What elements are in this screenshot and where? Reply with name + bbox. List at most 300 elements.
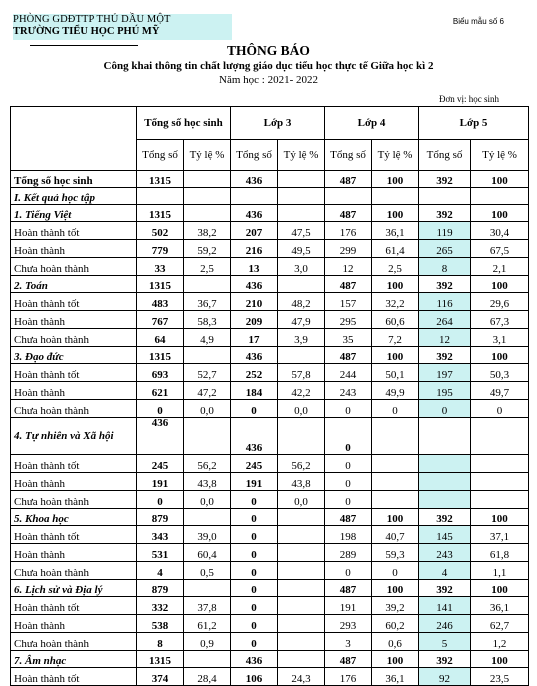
cell-value: 767 xyxy=(137,311,184,329)
cell-value xyxy=(184,276,231,293)
cell-value: 502 xyxy=(137,222,184,240)
cell-value: 0,0 xyxy=(184,491,231,509)
cell-value: 37,1 xyxy=(471,526,529,544)
cell-value xyxy=(471,491,529,509)
row-label: Hoàn thành xyxy=(11,473,137,491)
cell-value: 243 xyxy=(419,544,471,562)
row-label: Chưa hoàn thành xyxy=(11,633,137,651)
cell-value: 392 xyxy=(419,205,471,222)
cell-value: 0,0 xyxy=(184,400,231,418)
cell-value: 436 xyxy=(137,418,184,455)
cell-value: 0 xyxy=(325,455,372,473)
cell-value: 59,3 xyxy=(372,544,419,562)
cell-value: 436 xyxy=(231,347,278,364)
header-corner xyxy=(11,107,137,171)
cell-value: 207 xyxy=(231,222,278,240)
cell-value: 0 xyxy=(231,615,278,633)
cell-value: 483 xyxy=(137,293,184,311)
row-label: Hoàn thành tốt xyxy=(11,364,137,382)
cell-value: 4 xyxy=(419,562,471,580)
cell-value xyxy=(278,544,325,562)
cell-value: 58,3 xyxy=(184,311,231,329)
cell-value: 67,3 xyxy=(471,311,529,329)
cell-value: 145 xyxy=(419,526,471,544)
table-row xyxy=(11,400,529,418)
cell-value: 48,2 xyxy=(278,293,325,311)
cell-value: 0,5 xyxy=(184,562,231,580)
cell-value: 0 xyxy=(231,491,278,509)
cell-value: 49,9 xyxy=(372,382,419,400)
row-label: 7. Âm nhạc xyxy=(11,651,137,668)
row-label: Chưa hoàn thành xyxy=(11,491,137,509)
cell-value xyxy=(184,509,231,526)
cell-value xyxy=(372,491,419,509)
cell-value: 392 xyxy=(419,347,471,364)
unit-note: Đơn vị: học sinh xyxy=(438,94,499,104)
table-row xyxy=(11,668,529,686)
cell-value: 1,1 xyxy=(471,562,529,580)
cell-value: 30,4 xyxy=(471,222,529,240)
cell-value: 0,0 xyxy=(278,400,325,418)
cell-value: 299 xyxy=(325,240,372,258)
row-label: Chưa hoàn thành xyxy=(11,562,137,580)
cell-value xyxy=(278,205,325,222)
table-row xyxy=(11,364,529,382)
cell-value: 209 xyxy=(231,311,278,329)
cell-value: 0,9 xyxy=(184,633,231,651)
cell-value: 392 xyxy=(419,580,471,597)
cell-value: 216 xyxy=(231,240,278,258)
cell-value: 392 xyxy=(419,276,471,293)
school-year: Năm học : 2021- 2022 xyxy=(219,74,318,86)
cell-value: 50,1 xyxy=(372,364,419,382)
cell-value xyxy=(231,188,278,205)
row-label: Hoàn thành xyxy=(11,311,137,329)
header-grade-3: Lớp 3 xyxy=(231,107,325,140)
cell-value: 1315 xyxy=(137,171,184,188)
cell-value: 289 xyxy=(325,544,372,562)
cell-value xyxy=(278,418,325,455)
cell-value: 100 xyxy=(471,580,529,597)
table-row xyxy=(11,382,529,400)
cell-value: 1315 xyxy=(137,347,184,364)
cell-value xyxy=(184,347,231,364)
cell-value: 100 xyxy=(471,651,529,668)
cell-value: 191 xyxy=(137,473,184,491)
cell-value: 0 xyxy=(137,491,184,509)
cell-value: 191 xyxy=(325,597,372,615)
cell-value: 1,2 xyxy=(471,633,529,651)
cell-value xyxy=(372,473,419,491)
cell-value: 100 xyxy=(372,509,419,526)
cell-value: 43,8 xyxy=(278,473,325,491)
cell-value: 43,8 xyxy=(184,473,231,491)
cell-value: 244 xyxy=(325,364,372,382)
cell-value xyxy=(419,473,471,491)
subheader-percent: Tỷ lệ % xyxy=(278,140,325,171)
cell-value xyxy=(419,418,471,455)
cell-value: 36,1 xyxy=(372,222,419,240)
cell-value: 0 xyxy=(231,400,278,418)
cell-value: 2,5 xyxy=(372,258,419,276)
cell-value: 198 xyxy=(325,526,372,544)
table-row xyxy=(11,258,529,276)
row-label: 3. Đạo đức xyxy=(11,347,137,364)
cell-value: 100 xyxy=(471,347,529,364)
cell-value xyxy=(278,276,325,293)
cell-value: 49,5 xyxy=(278,240,325,258)
table-row xyxy=(11,544,529,562)
cell-value: 100 xyxy=(471,509,529,526)
cell-value: 392 xyxy=(419,651,471,668)
cell-value: 38,2 xyxy=(184,222,231,240)
table-row xyxy=(11,293,529,311)
cell-value: 0 xyxy=(231,562,278,580)
school-name: TRƯỜNG TIỂU HỌC PHÚ MỸ xyxy=(13,26,160,37)
cell-value xyxy=(325,188,372,205)
cell-value: 1315 xyxy=(137,651,184,668)
cell-value: 176 xyxy=(325,222,372,240)
cell-value: 119 xyxy=(419,222,471,240)
cell-value: 39,0 xyxy=(184,526,231,544)
cell-value: 67,5 xyxy=(471,240,529,258)
cell-value xyxy=(278,615,325,633)
cell-value: 195 xyxy=(419,382,471,400)
cell-value xyxy=(278,651,325,668)
cell-value: 59,2 xyxy=(184,240,231,258)
cell-value: 47,9 xyxy=(278,311,325,329)
cell-value: 29,6 xyxy=(471,293,529,311)
cell-value: 436 xyxy=(231,651,278,668)
cell-value: 61,2 xyxy=(184,615,231,633)
cell-value xyxy=(419,455,471,473)
cell-value: 879 xyxy=(137,580,184,597)
cell-value: 12 xyxy=(419,329,471,347)
cell-value: 100 xyxy=(372,205,419,222)
cell-value: 436 xyxy=(231,171,278,188)
table-row xyxy=(11,473,529,491)
subheader-count: Tổng số xyxy=(137,140,184,171)
cell-value: 60,6 xyxy=(372,311,419,329)
cell-value xyxy=(278,526,325,544)
cell-value: 106 xyxy=(231,668,278,686)
cell-value: 36,1 xyxy=(372,668,419,686)
cell-value: 100 xyxy=(372,651,419,668)
cell-value: 0 xyxy=(325,400,372,418)
cell-value: 3,9 xyxy=(278,329,325,347)
row-label: Chưa hoàn thành xyxy=(11,258,137,276)
row-label: Hoàn thành xyxy=(11,544,137,562)
cell-value: 12 xyxy=(325,258,372,276)
cell-value: 100 xyxy=(471,205,529,222)
cell-value xyxy=(372,455,419,473)
cell-value: 487 xyxy=(325,171,372,188)
cell-value: 487 xyxy=(325,347,372,364)
cell-value: 42,2 xyxy=(278,382,325,400)
cell-value: 13 xyxy=(231,258,278,276)
cell-value: 35 xyxy=(325,329,372,347)
subheader-percent: Tỷ lệ % xyxy=(184,140,231,171)
cell-value xyxy=(278,509,325,526)
table-row xyxy=(11,240,529,258)
cell-value xyxy=(184,205,231,222)
row-label: Hoàn thành tốt xyxy=(11,597,137,615)
table-row xyxy=(11,418,529,455)
cell-value: 487 xyxy=(325,509,372,526)
table-row xyxy=(11,329,529,347)
cell-value: 0 xyxy=(419,400,471,418)
cell-value: 7,2 xyxy=(372,329,419,347)
table-row xyxy=(11,311,529,329)
cell-value xyxy=(278,562,325,580)
cell-value: 332 xyxy=(137,597,184,615)
cell-value: 62,7 xyxy=(471,615,529,633)
cell-value: 36,1 xyxy=(471,597,529,615)
cell-value: 210 xyxy=(231,293,278,311)
cell-value: 0 xyxy=(325,418,372,455)
table-row xyxy=(11,526,529,544)
row-label: Hoàn thành xyxy=(11,240,137,258)
cell-value: 245 xyxy=(137,455,184,473)
cell-value: 49,7 xyxy=(471,382,529,400)
cell-value: 32,2 xyxy=(372,293,419,311)
table-row xyxy=(11,188,529,205)
cell-value: 100 xyxy=(372,580,419,597)
cell-value: 0 xyxy=(231,633,278,651)
cell-value: 343 xyxy=(137,526,184,544)
cell-value: 8 xyxy=(137,633,184,651)
header-grade-5: Lớp 5 xyxy=(419,107,529,140)
cell-value: 157 xyxy=(325,293,372,311)
row-label: Chưa hoàn thành xyxy=(11,329,137,347)
cell-value: 245 xyxy=(231,455,278,473)
cell-value: 100 xyxy=(372,347,419,364)
cell-value: 4 xyxy=(137,562,184,580)
cell-value: 197 xyxy=(419,364,471,382)
form-number: Biểu mẫu số 6 xyxy=(452,17,504,26)
cell-value xyxy=(471,455,529,473)
cell-value: 64 xyxy=(137,329,184,347)
cell-value xyxy=(471,188,529,205)
row-label: Hoàn thành xyxy=(11,615,137,633)
cell-value xyxy=(278,347,325,364)
cell-value: 92 xyxy=(419,668,471,686)
subheader-percent: Tỷ lệ % xyxy=(471,140,529,171)
cell-value: 538 xyxy=(137,615,184,633)
row-label: Hoàn thành tốt xyxy=(11,526,137,544)
table-row xyxy=(11,562,529,580)
cell-value: 100 xyxy=(372,276,419,293)
cell-value: 60,4 xyxy=(184,544,231,562)
row-label: Chưa hoàn thành xyxy=(11,400,137,418)
cell-value: 436 xyxy=(231,205,278,222)
table-row xyxy=(11,615,529,633)
header-total-students: Tổng số học sinh xyxy=(137,107,231,140)
cell-value: 0 xyxy=(137,400,184,418)
cell-value: 621 xyxy=(137,382,184,400)
cell-value: 779 xyxy=(137,240,184,258)
cell-value: 52,7 xyxy=(184,364,231,382)
cell-value: 0 xyxy=(231,526,278,544)
cell-value: 191 xyxy=(231,473,278,491)
cell-value: 56,2 xyxy=(278,455,325,473)
cell-value: 4,9 xyxy=(184,329,231,347)
cell-value: 0 xyxy=(471,400,529,418)
cell-value: 60,2 xyxy=(372,615,419,633)
cell-value: 2,5 xyxy=(184,258,231,276)
cell-value xyxy=(278,188,325,205)
cell-value xyxy=(471,418,529,455)
cell-value xyxy=(471,473,529,491)
cell-value: 243 xyxy=(325,382,372,400)
cell-value xyxy=(278,597,325,615)
table-row xyxy=(11,651,529,668)
cell-value: 487 xyxy=(325,580,372,597)
row-label: 4. Tự nhiên và Xã hội xyxy=(11,418,137,455)
row-label: 6. Lịch sử và Địa lý xyxy=(11,580,137,597)
cell-value: 0 xyxy=(325,473,372,491)
cell-value: 17 xyxy=(231,329,278,347)
table-row xyxy=(11,347,529,364)
cell-value: 100 xyxy=(471,276,529,293)
cell-value: 61,8 xyxy=(471,544,529,562)
cell-value: 487 xyxy=(325,651,372,668)
school-header xyxy=(13,14,232,40)
cell-value xyxy=(184,651,231,668)
header-grade-4: Lớp 4 xyxy=(325,107,419,140)
cell-value xyxy=(372,418,419,455)
cell-value: 176 xyxy=(325,668,372,686)
cell-value: 100 xyxy=(471,171,529,188)
cell-value xyxy=(372,188,419,205)
cell-value: 184 xyxy=(231,382,278,400)
cell-value: 100 xyxy=(372,171,419,188)
cell-value: 33 xyxy=(137,258,184,276)
cell-value: 2,1 xyxy=(471,258,529,276)
cell-value: 0 xyxy=(231,597,278,615)
cell-value: 40,7 xyxy=(372,526,419,544)
cell-value: 141 xyxy=(419,597,471,615)
table-row xyxy=(11,455,529,473)
cell-value xyxy=(278,580,325,597)
department-name: PHÒNG GDĐTTP THỦ DẦU MỘT xyxy=(13,14,171,25)
cell-value xyxy=(137,188,184,205)
cell-value: 436 xyxy=(231,276,278,293)
cell-value: 39,2 xyxy=(372,597,419,615)
row-label: Tổng số học sinh xyxy=(11,171,137,188)
cell-value: 3,1 xyxy=(471,329,529,347)
cell-value: 1315 xyxy=(137,205,184,222)
row-label: Hoàn thành tốt xyxy=(11,222,137,240)
subheader-count: Tổng số xyxy=(325,140,372,171)
cell-value: 0 xyxy=(325,491,372,509)
cell-value: 36,7 xyxy=(184,293,231,311)
cell-value: 246 xyxy=(419,615,471,633)
cell-value: 116 xyxy=(419,293,471,311)
cell-value: 3 xyxy=(325,633,372,651)
cell-value: 0 xyxy=(372,400,419,418)
cell-value xyxy=(184,188,231,205)
table-row xyxy=(11,633,529,651)
cell-value: 265 xyxy=(419,240,471,258)
cell-value: 37,8 xyxy=(184,597,231,615)
table-row xyxy=(11,222,529,240)
cell-value: 436 xyxy=(231,418,278,455)
cell-value: 252 xyxy=(231,364,278,382)
table-row xyxy=(11,597,529,615)
cell-value: 57,8 xyxy=(278,364,325,382)
cell-value: 374 xyxy=(137,668,184,686)
cell-value: 487 xyxy=(325,276,372,293)
table-row xyxy=(11,276,529,293)
cell-value: 0 xyxy=(325,562,372,580)
cell-value: 3,0 xyxy=(278,258,325,276)
cell-value: 392 xyxy=(419,171,471,188)
cell-value xyxy=(184,418,231,455)
header-row-groups xyxy=(11,107,529,140)
subheader-count: Tổng số xyxy=(419,140,471,171)
doc-subtitle: Công khai thông tin chất lượng giáo dục tiểu học thực tế Giữa học kì 2 xyxy=(103,60,434,72)
cell-value: 0 xyxy=(231,509,278,526)
row-label: 5. Khoa học xyxy=(11,509,137,526)
results-table xyxy=(10,106,529,686)
cell-value: 0 xyxy=(231,544,278,562)
cell-value: 264 xyxy=(419,311,471,329)
row-label: Hoàn thành tốt xyxy=(11,668,137,686)
cell-value: 392 xyxy=(419,509,471,526)
subheader-percent: Tỷ lệ % xyxy=(372,140,419,171)
cell-value: 487 xyxy=(325,205,372,222)
cell-value: 61,4 xyxy=(372,240,419,258)
cell-value: 8 xyxy=(419,258,471,276)
cell-value: 0,0 xyxy=(278,491,325,509)
row-label: I. Kết quả học tập xyxy=(11,188,137,205)
row-label: Hoàn thành tốt xyxy=(11,293,137,311)
row-label: Hoàn thành xyxy=(11,382,137,400)
cell-value: 50,3 xyxy=(471,364,529,382)
cell-value: 56,2 xyxy=(184,455,231,473)
cell-value: 23,5 xyxy=(471,668,529,686)
table-row xyxy=(11,171,529,188)
cell-value xyxy=(184,171,231,188)
cell-value: 1315 xyxy=(137,276,184,293)
cell-value: 5 xyxy=(419,633,471,651)
table-row xyxy=(11,491,529,509)
cell-value: 531 xyxy=(137,544,184,562)
cell-value: 0 xyxy=(372,562,419,580)
row-label: 2. Toán xyxy=(11,276,137,293)
subheader-count: Tổng số xyxy=(231,140,278,171)
cell-value xyxy=(419,491,471,509)
table-row xyxy=(11,580,529,597)
cell-value: 693 xyxy=(137,364,184,382)
cell-value xyxy=(278,171,325,188)
row-label: Hoàn thành tốt xyxy=(11,455,137,473)
cell-value: 0 xyxy=(231,580,278,597)
cell-value: 47,5 xyxy=(278,222,325,240)
cell-value: 0,6 xyxy=(372,633,419,651)
cell-value: 295 xyxy=(325,311,372,329)
cell-value xyxy=(419,188,471,205)
cell-value: 879 xyxy=(137,509,184,526)
cell-value xyxy=(278,633,325,651)
table-row xyxy=(11,205,529,222)
row-label: 1. Tiếng Việt xyxy=(11,205,137,222)
cell-value xyxy=(184,580,231,597)
cell-value: 28,4 xyxy=(184,668,231,686)
doc-title: THÔNG BÁO xyxy=(227,43,310,58)
cell-value: 24,3 xyxy=(278,668,325,686)
